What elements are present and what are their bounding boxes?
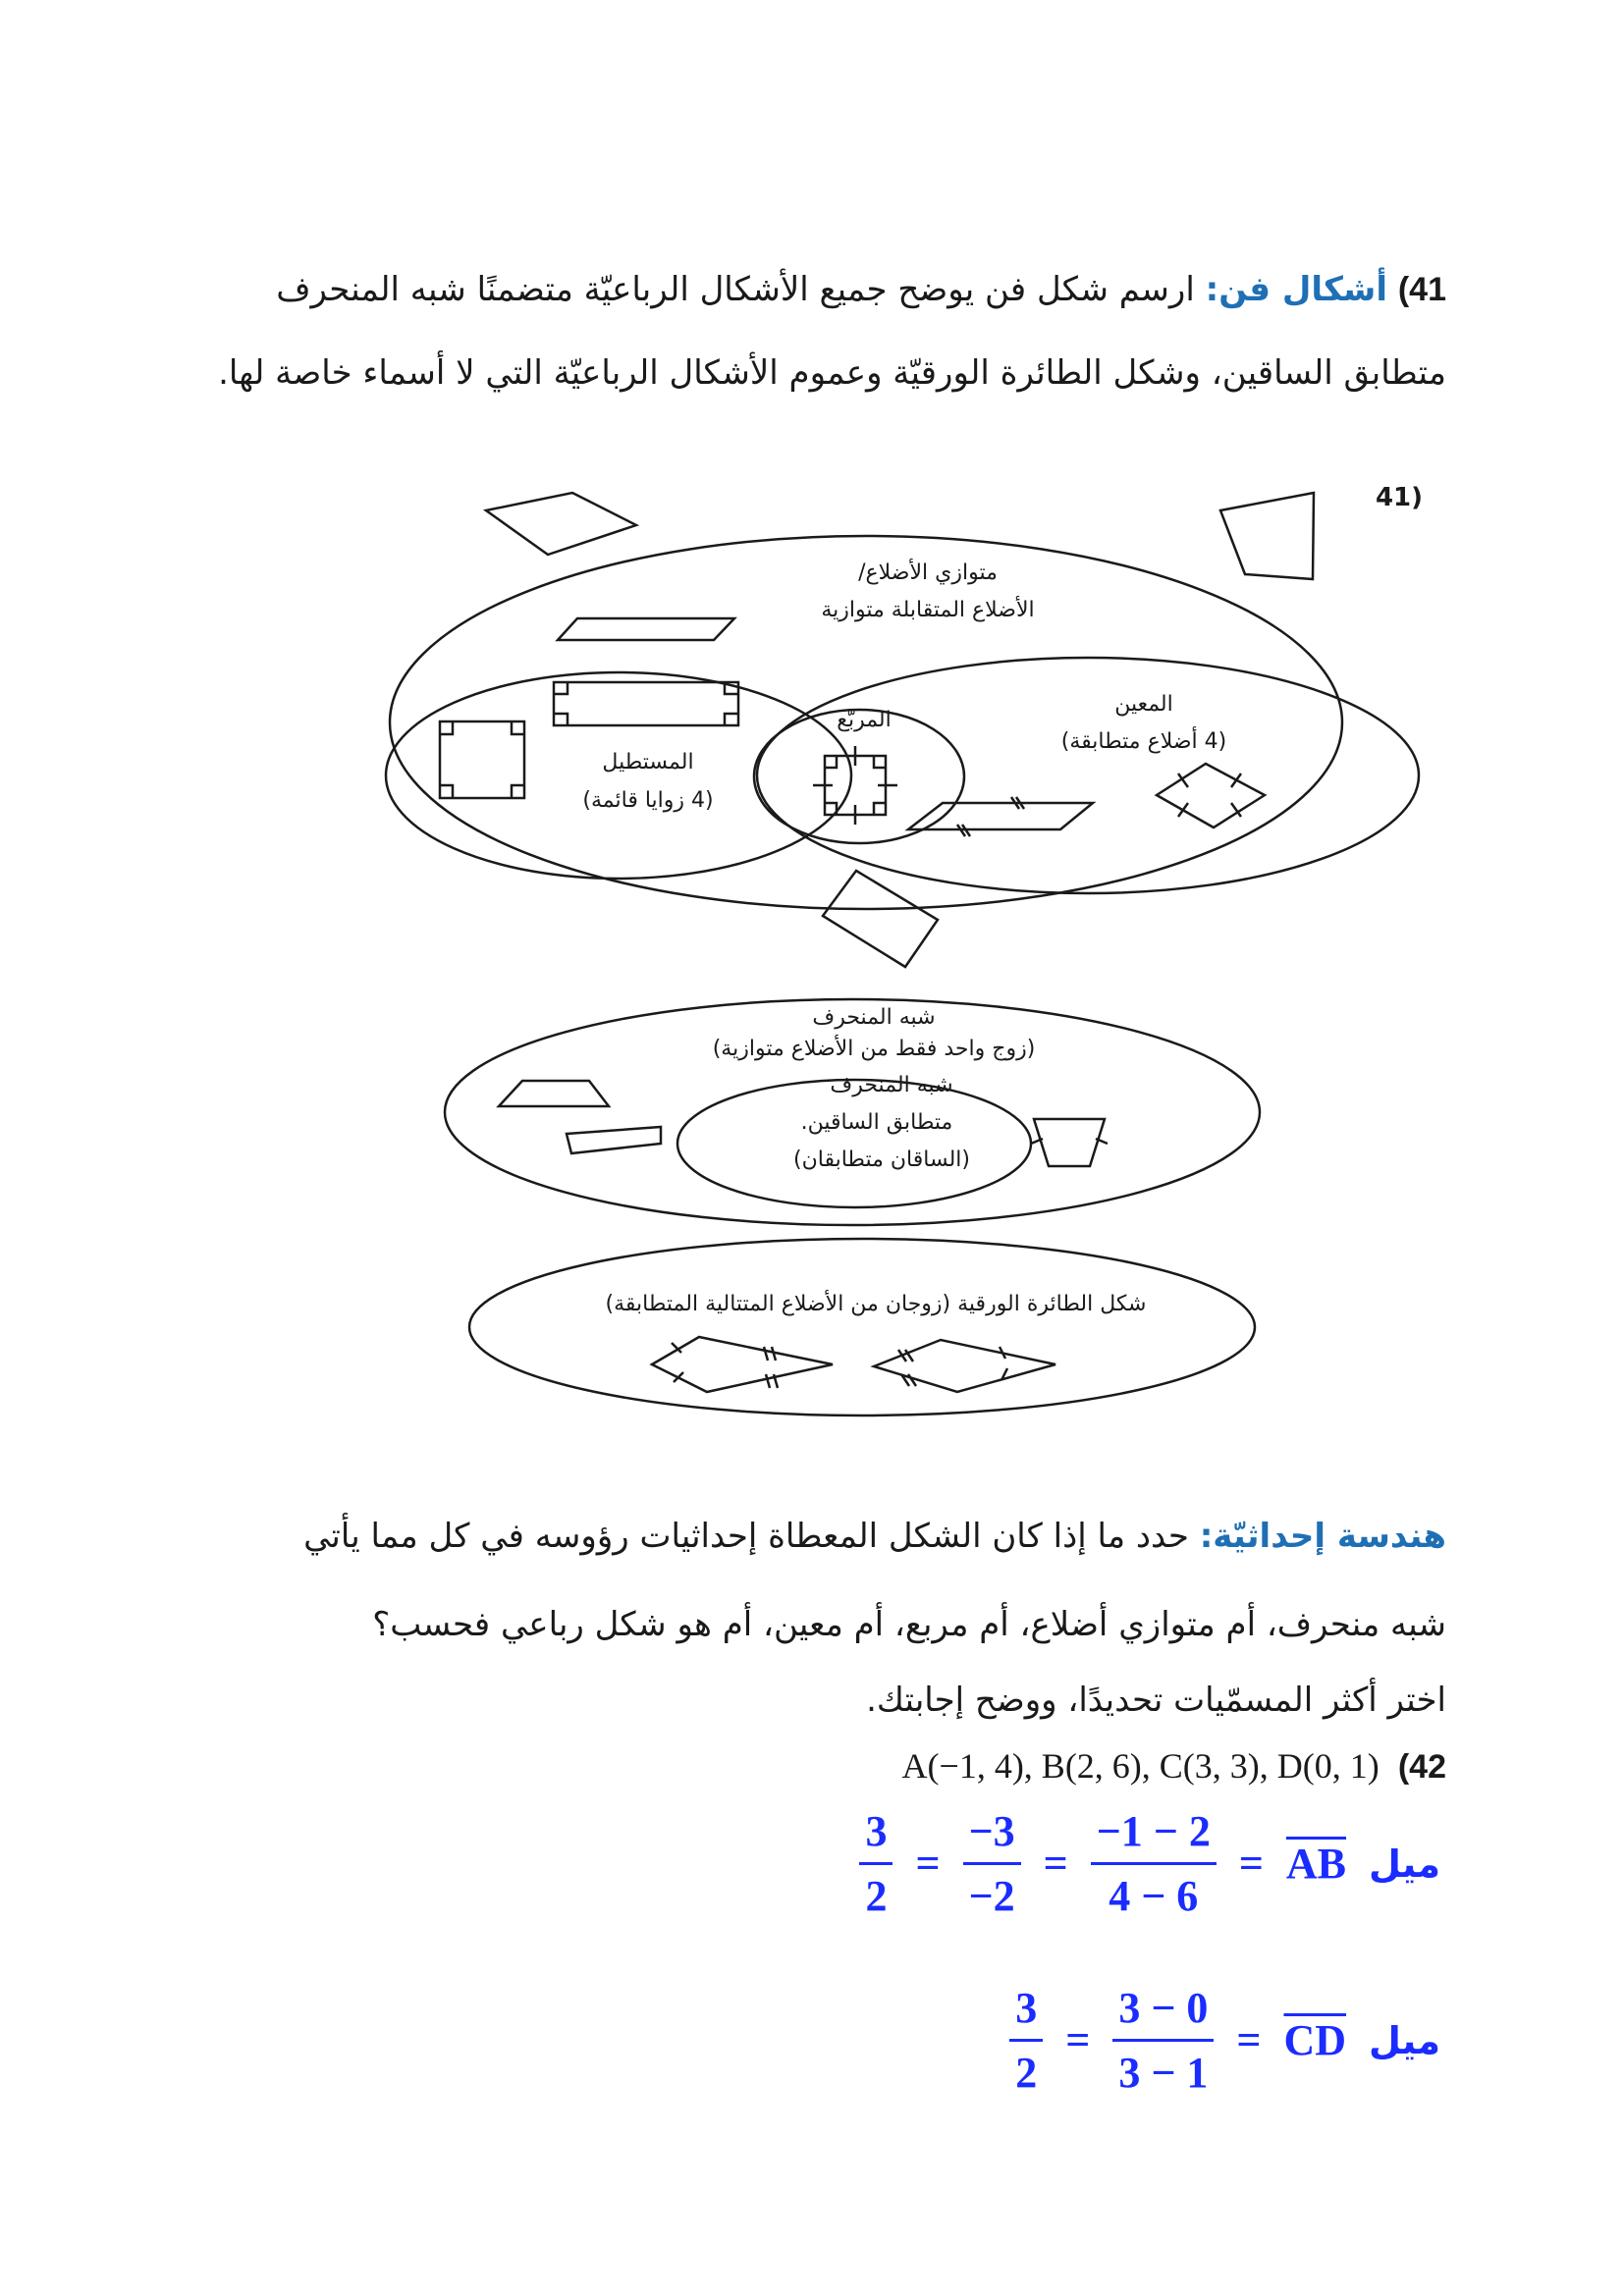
section-topic: هندسة إحداثيّة: <box>1199 1517 1446 1556</box>
answer-label: (41 <box>1375 483 1424 512</box>
question-42 <box>464 1745 1446 1787</box>
kite-shape <box>652 1337 833 1392</box>
section-text: حدد ما إذا كان الشكل المعطاة إحداثيات رؤوسه في كل مما يأتي <box>303 1517 1189 1556</box>
kite-shape <box>874 1340 1055 1392</box>
rectangle-label: المستطيل <box>602 750 694 774</box>
isosceles-trapezoid-sublabel: متطابق الساقين. <box>800 1110 953 1135</box>
section-line-3 <box>150 1681 1446 1720</box>
section-text-continued: شبه منحرف، أم متوازي أضلاع، أم مربع، أم معين، أم هو شكل رباعي فحسب؟ <box>372 1605 1446 1644</box>
vertex-coordinates: A(−1, 4), B(2, 6), C(3, 3), D(0, 1) <box>901 1746 1380 1786</box>
fraction: $\frac{3}{2}$ <box>1009 1983 1043 2098</box>
fraction: $\frac{-1 - 2}{4 - 6}$ <box>1091 1806 1217 1921</box>
square-label: المربّع <box>837 708 892 732</box>
venn-diagram <box>0 461 1623 1492</box>
question-text: ارسم شكل فن يوضح جميع الأشكال الرباعيّة متضمنًا شبه المنحرف <box>276 270 1195 309</box>
isosceles-trapezoid-set <box>677 1080 1031 1207</box>
trapezoid-label: شبه المنحرف <box>812 1005 936 1030</box>
question-topic: أشكال فن: <box>1205 270 1388 309</box>
slope-word: ميل <box>1369 2018 1440 2062</box>
rhombus-shape <box>1157 764 1265 828</box>
question-number: 41) <box>1397 271 1446 308</box>
isosceles-trapezoid-sublabel-2: (الساقان متطابقان) <box>793 1148 970 1172</box>
rhombus-label: المعين <box>1114 692 1173 717</box>
rectangle-shape <box>554 682 738 725</box>
parallelogram-shape <box>558 618 734 640</box>
section-line-1 <box>150 1517 1446 1556</box>
segment-cd: $\overline{CD}$ <box>1283 2016 1347 2064</box>
general-quadrilateral-shape <box>486 493 636 555</box>
general-quadrilateral-shape <box>823 871 938 967</box>
question-41-line-1 <box>170 270 1446 309</box>
section-instruction: اختر أكثر المسمّيات تحديدًا، ووضح إجابتك. <box>866 1681 1446 1720</box>
isosceles-trapezoid-label: شبه المنحرف <box>830 1073 953 1097</box>
rectangle-sublabel: (4 زوايا قائمة) <box>582 788 714 813</box>
parallelogram-sublabel: الأضلاع المتقابلة متوازية <box>821 598 1035 622</box>
rhombus-shape <box>908 803 1093 829</box>
question-number: (42 <box>1397 1748 1446 1786</box>
isosceles-trapezoid-shape <box>1034 1119 1105 1166</box>
kite-set <box>469 1239 1255 1415</box>
trapezoid-shape <box>567 1127 661 1153</box>
rhombus-set <box>757 658 1419 893</box>
general-quadrilateral-shape <box>1220 493 1314 579</box>
trapezoid-shape <box>499 1081 609 1106</box>
fraction: $\frac{3 - 0}{3 - 1}$ <box>1112 1983 1214 2098</box>
question-text-continued: متطابق الساقين، وشكل الطائرة الورقيّة وعموم الأشكال الرباعيّة التي لا أسماء خاصة لها. <box>218 353 1446 393</box>
trapezoid-sublabel: (زوج واحد فقط من الأضلاع متوازية) <box>712 1037 1036 1061</box>
slope-ab-line: $\frac{3}{2}$ = $\frac{-3}{-2}$ = $\frac{-1 - 2}{4 - 6}$ = $\overline{AB}$ ميل <box>464 1806 1446 1921</box>
question-41-line-2 <box>170 353 1446 393</box>
rectangle-set <box>386 672 851 879</box>
slope-cd-line: $\frac{3}{2}$ = $\frac{3 - 0}{3 - 1}$ = $\overline{CD}$ ميل <box>464 1983 1446 2098</box>
parallelogram-label: متوازي الأضلاع/ <box>858 561 998 585</box>
rhombus-sublabel: (4 أضلاع متطابقة) <box>1060 729 1227 754</box>
fraction: $\frac{-3}{-2}$ <box>963 1806 1021 1921</box>
section-line-2 <box>150 1605 1446 1644</box>
fraction: $\frac{3}{2}$ <box>859 1806 893 1921</box>
kite-label: شكل الطائرة الورقية (زوجان من الأضلاع المتتالية المتطابقة) <box>605 1292 1147 1316</box>
slope-word: ميل <box>1369 1842 1440 1886</box>
segment-ab: $\overline{AB}$ <box>1285 1840 1347 1888</box>
